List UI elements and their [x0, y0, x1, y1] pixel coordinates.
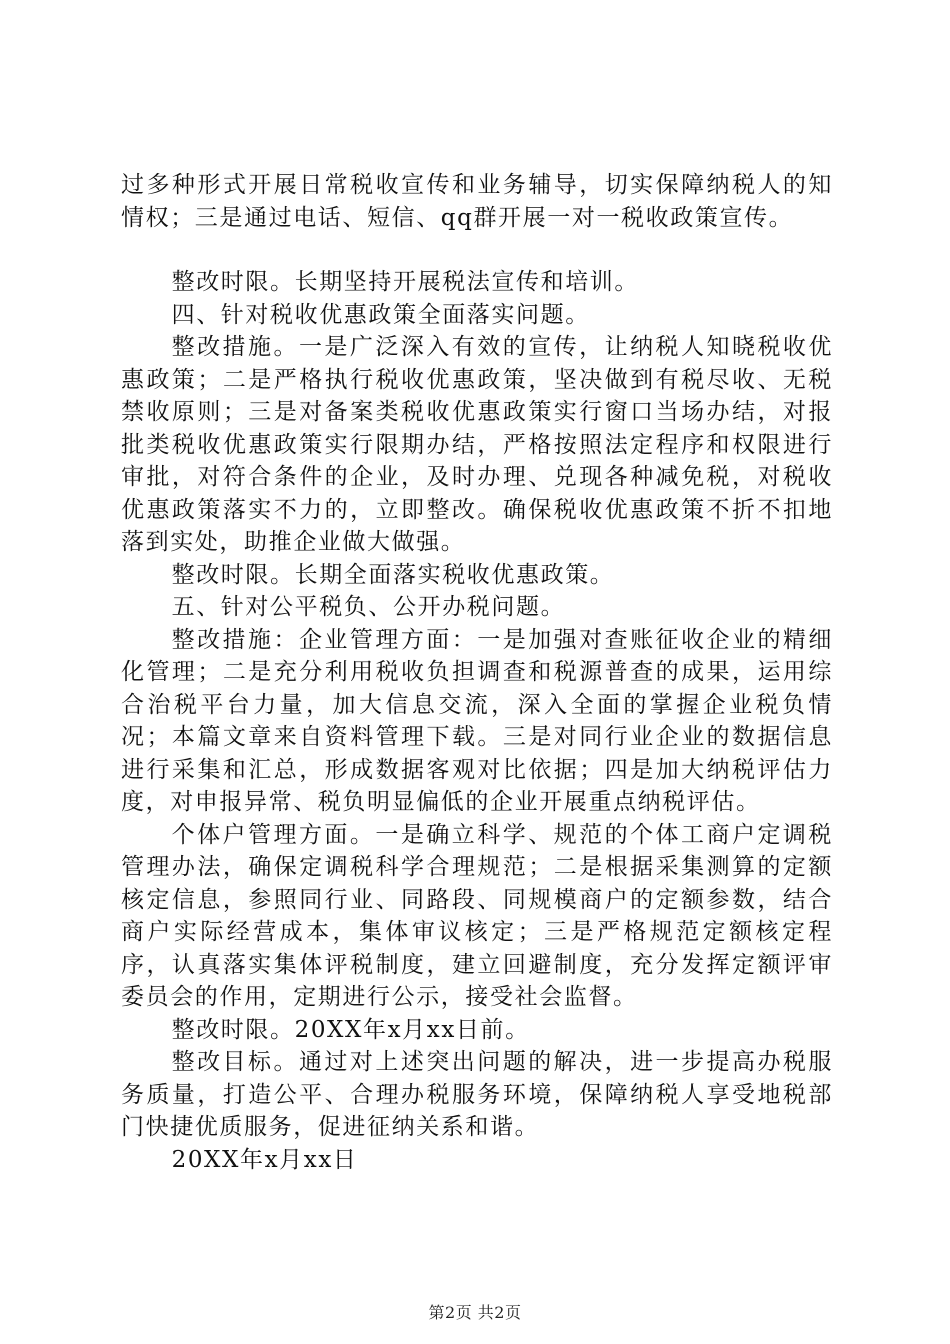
paragraph-deadline-preferential-policy: 整改时限。长期全面落实税收优惠政策。: [171, 561, 615, 588]
paragraph-deadline-training: 整改时限。长期坚持开展税法宣传和培训。: [171, 269, 639, 295]
page-footer: 第2页 共2页: [428, 1303, 522, 1322]
paragraph-measures-preferential-policy: 整改措施。一是广泛深入有效的宣传，让纳税人知晓税收优惠政策；二是严格执行税收优惠政策，坚决做到有税尽收、无税禁收原则；三是对备案类税收优惠政策实行窗口当场办结，对报批类税收优惠政策实行限期办结，严格按照法定程序和权限进行审批，对符合条件的企业，及时办理、兑现各种减免税，对税收优惠政策落实不力的，立即整改。确保税收优惠政策不折不扣地落到实处，助推企业做大做强。: [121, 334, 833, 555]
paragraph-measures-individual: 个体户管理方面。一是确立科学、规范的个体工商户定调税管理办法，确保定调税科学合理规范；二是根据采集测算的定额核定信息，参照同行业、同路段、同规模商户的定额参数，结合商户实际经营成本，集体审议核定；三是严格规范定额核定程序，认真落实集体评税制度，建立回避制度，充分发挥定额评审委员会的作用，定期进行公示，接受社会监督。: [121, 821, 833, 1010]
paragraph-goal: 整改目标。通过对上述突出问题的解决，进一步提高办税服务质量，打造公平、合理办税服务环境，保障纳税人享受地税部门快捷优质服务，促进征纳关系和谐。: [121, 1049, 833, 1140]
paragraph-measures-enterprise: 整改措施：企业管理方面：一是加强对查账征收企业的精细化管理；二是充分利用税收负担调查和税源普查的成果，运用综合治税平台力量，加大信息交流，深入全面的掌握企业税负情况；本篇文章来自资料管理下载。三是对同行业企业的数据信息进行采集和汇总，形成数据客观对比依据；四是加大纳税评估力度，对申报异常、税负明显偏低的企业开展重点纳税评估。: [121, 626, 833, 815]
section-heading-five: 五、针对公平税负、公开办税问题。: [171, 594, 566, 620]
document-date: 20XX年x月xx日: [171, 1146, 358, 1173]
document-body: [121, 169, 833, 1176]
section-heading-four: 四、针对税收优惠政策全面落实问题。: [171, 301, 590, 328]
paragraph-publicity-continued: 过多种形式开展日常税收宣传和业务辅导，切实保障纳税人的知情权；三是通过电话、短信、qq群开展一对一税收政策宣传。: [121, 172, 833, 231]
paragraph-deadline-date: 整改时限。20XX年x月xx日前。: [171, 1016, 530, 1043]
